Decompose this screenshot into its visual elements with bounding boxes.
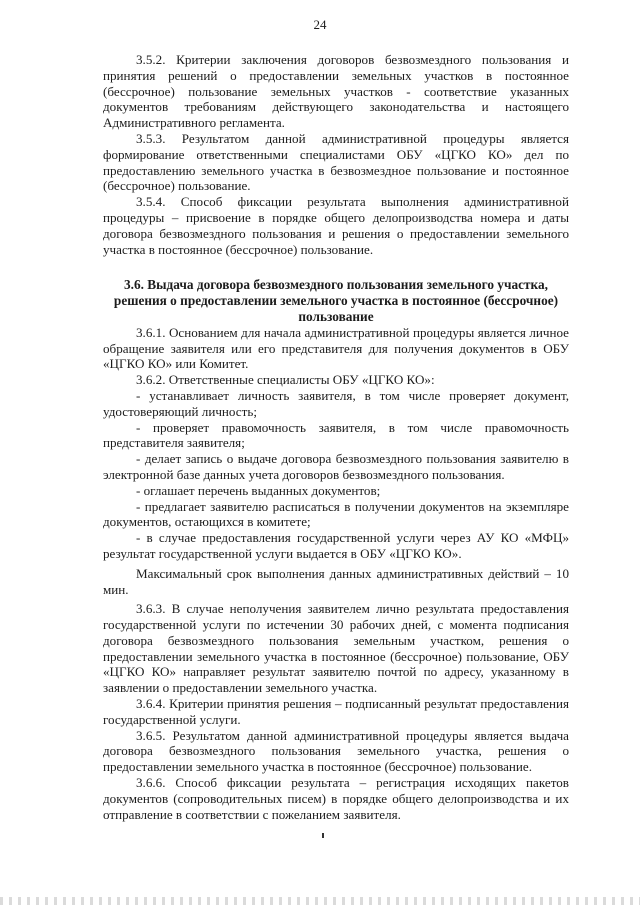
paragraph-3-5-4: 3.5.4. Способ фиксации результата выполнения административной процедуры – присвоение в порядке общего делопроизводства номера и даты договора безвозмездного пользования и решения о предоставлении земельного участка в постоянное (бессрочное) пользование. — [103, 194, 569, 257]
paragraph-3-6-3: 3.6.3. В случае неполучения заявителем лично результата предоставления государственной услуги по истечении 30 рабочих дней, с момента подписания договора безвозмездного пользования земельным участком, решения о предоставлении земельного участка в постоянное (бессрочное) пользование, ОБУ «ЦГКО КО» направляет результат заявителю почтой по адресу, указанному в заявлении о предоставлении земельного участка. — [103, 601, 569, 696]
list-item-identity: - устанавливает личность заявителя, в том числе проверяет документ, удостоверяющий личность; — [103, 387, 569, 419]
list-item-record: - делает запись о выдаче договора безвозмездного пользования заявителю в электронной базе данных учета договоров безвозмездного пользования. — [103, 451, 569, 482]
paragraph-3-6-5: 3.6.5. Результатом данной административной процедуры является выдача договора безвозмездного пользования земельного участка, решения о предоставлении земельного участка в постоянное (бессрочное) пользование. — [103, 727, 569, 775]
list-item-authority: - проверяет правомочность заявителя, в том числе правомочность представителя заявителя; — [103, 419, 569, 451]
list-item-sign: - предлагает заявителю расписаться в получении документов на экземпляре документов, остающихся в комитете; — [103, 498, 569, 530]
paragraph-3-5-3: 3.5.3. Результатом данной административной процедуры является формирование ответственными специалистами ОБУ «ЦГКО КО» дел по предоставлению земельного участка в безвозмездное пользование и постоянное (бессрочное) пользование. — [103, 130, 569, 194]
list-item-mfc: - в случае предоставления государственной услуги через АУ КО «МФЦ» результат государственной услуги выдается в ОБУ «ЦГКО КО». — [103, 530, 569, 561]
paragraph-max-time: Максимальный срок выполнения данных административных действий – 10 мин. — [103, 565, 569, 597]
paragraph-3-6-6: 3.6.6. Способ фиксации результата – регистрация исходящих пакетов документов (сопроводительных писем) в порядке общего делопроизводства и их отправление в соответствии с пожеланием заявителя. — [103, 775, 569, 822]
document-body — [103, 52, 569, 822]
paragraph-3-6-2: 3.6.2. Ответственные специалисты ОБУ «ЦГКО КО»: — [136, 372, 435, 388]
paragraph-3-6-1: 3.6.1. Основанием для начала административной процедуры является личное обращение заявителя или его представителя для получения документов в ОБУ «ЦГКО КО» или Комитет. — [103, 324, 569, 372]
page-number: 24 — [313, 17, 327, 32]
scan-edge-artifact — [0, 897, 640, 905]
section-heading-3-6: 3.6. Выдача договора безвозмездного пользования земельного участка, решения о предоставлении земельного участка в постоянное (бессрочное) пользование — [113, 277, 559, 324]
paragraph-3-5-2: 3.5.2. Критерии заключения договоров безвозмездного пользования и принятия решений о предоставлении земельных участков в постоянное (бессрочное) пользование земельных участков - соответствие указанных документов требованиям действующего законодательства и настоящего Административного регламента. — [103, 52, 569, 131]
scan-mark — [322, 833, 324, 838]
list-item-announce: - оглашает перечень выданных документов; — [136, 482, 381, 498]
paragraph-3-6-4: 3.6.4. Критерии принятия решения – подписанный результат предоставления государственной услуги. — [103, 696, 569, 727]
